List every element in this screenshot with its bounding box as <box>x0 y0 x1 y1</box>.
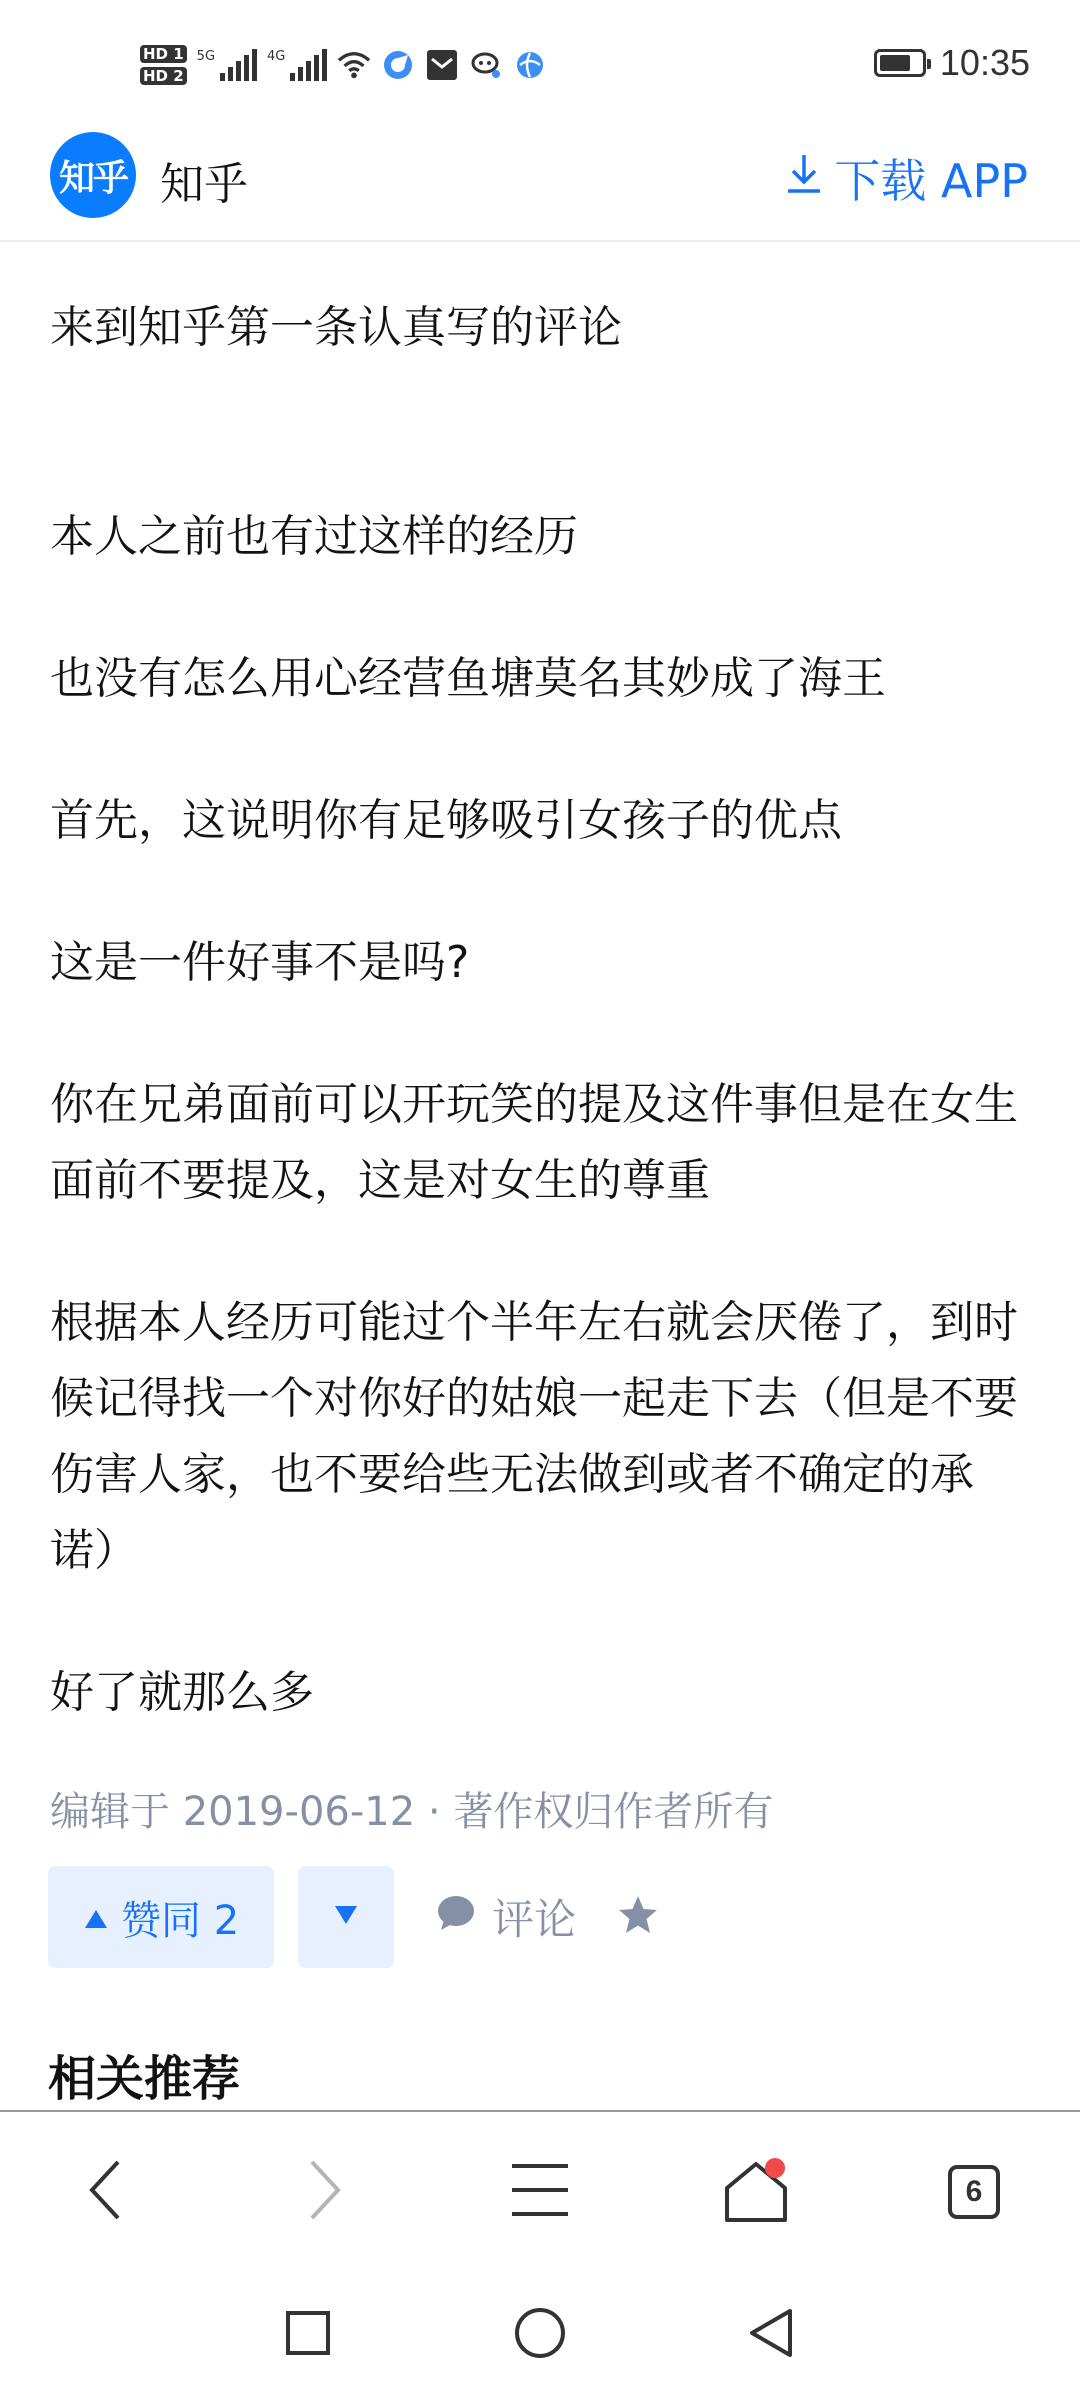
triangle-up-icon <box>83 1894 109 1940</box>
upvote-button[interactable] <box>48 1866 274 1968</box>
globe-app-icon <box>513 48 547 82</box>
triangle-back-icon <box>746 2307 794 2363</box>
home-icon <box>723 2160 789 2224</box>
triangle-down-icon <box>333 1904 359 1930</box>
home-button[interactable] <box>716 2152 796 2232</box>
recent-apps-button[interactable] <box>276 2303 340 2367</box>
system-home-button[interactable] <box>508 2303 572 2367</box>
answer-actions <box>48 1866 660 1968</box>
hamburger-icon <box>510 2162 570 2222</box>
paragraph: 首先，这说明你有足够吸引女孩子的优点 <box>50 795 842 846</box>
chevron-left-icon <box>86 2158 126 2226</box>
comment-icon <box>436 1893 476 1942</box>
star-icon <box>616 1894 660 1940</box>
tabs-button[interactable] <box>934 2152 1014 2232</box>
tabs-count: 6 <box>948 2165 1000 2219</box>
paragraph: 来到知乎第一条认真写的评论 <box>50 302 622 353</box>
download-icon <box>784 151 824 206</box>
battery-icon <box>874 49 926 77</box>
network-5g-label: 5G <box>196 49 216 64</box>
system-back-button[interactable] <box>738 2303 802 2367</box>
status-indicators <box>140 34 547 96</box>
downvote-button[interactable] <box>298 1866 394 1968</box>
browser-toolbar <box>0 2110 1080 2267</box>
paragraph: 根据本人经历可能过个半年左右就会厌倦了，到时候记得找一个对你好的姑娘一起走下去（但是不要伤害人家，也不要给些无法做到或者不确定的承诺） <box>50 1297 1018 1576</box>
hd2-badge: HD 2 <box>140 67 187 85</box>
paragraph: 也没有怎么用心经营鱼塘莫名其妙成了海王 <box>50 653 886 704</box>
wifi-icon <box>337 48 371 82</box>
comment-button[interactable] <box>436 1887 576 1947</box>
notification-dot <box>765 2158 785 2178</box>
status-bar <box>0 0 1080 130</box>
paragraph: 你在兄弟面前可以开玩笑的提及这件事但是在女生面前不要提及，这是对女生的尊重 <box>50 1079 1018 1206</box>
zhihu-logo[interactable]: 知乎 <box>50 132 136 218</box>
signal-4g-icon <box>267 49 327 81</box>
chat-app-icon <box>469 48 503 82</box>
network-4g-label: 4G <box>267 49 286 64</box>
hd-badges <box>140 45 187 85</box>
upvote-label: 赞同 2 <box>121 1897 240 1944</box>
answer-content <box>50 240 1030 1731</box>
clock: 10:35 <box>939 42 1030 83</box>
forward-button[interactable] <box>284 2152 364 2232</box>
system-navigation-bar <box>0 2265 1080 2400</box>
paragraph: 这是一件好事不是吗? <box>50 937 470 988</box>
favorite-button[interactable] <box>616 1894 660 1940</box>
download-label: 下载 APP <box>834 154 1028 208</box>
status-right <box>874 42 1030 84</box>
square-icon <box>285 2310 331 2360</box>
app-header <box>0 130 1080 242</box>
comment-label: 评论 <box>492 1895 577 1944</box>
signal-5g-icon <box>197 49 257 81</box>
mail-app-icon <box>425 48 459 82</box>
browser-app-icon <box>381 48 415 82</box>
circle-icon <box>514 2307 566 2363</box>
brand-name: 知乎 <box>160 159 248 210</box>
paragraph: 好了就那么多 <box>50 1667 314 1718</box>
menu-button[interactable] <box>500 2152 580 2232</box>
download-app-button[interactable] <box>784 145 1028 211</box>
hd1-badge: HD 1 <box>140 45 187 63</box>
edit-meta: 编辑于 2019-06-12 · 著作权归作者所有 <box>50 1789 774 1835</box>
back-button[interactable] <box>66 2152 146 2232</box>
related-recommendations-title: 相关推荐 <box>48 2051 241 2107</box>
paragraph: 本人之前也有过这样的经历 <box>50 511 578 562</box>
chevron-right-icon <box>304 2158 344 2226</box>
